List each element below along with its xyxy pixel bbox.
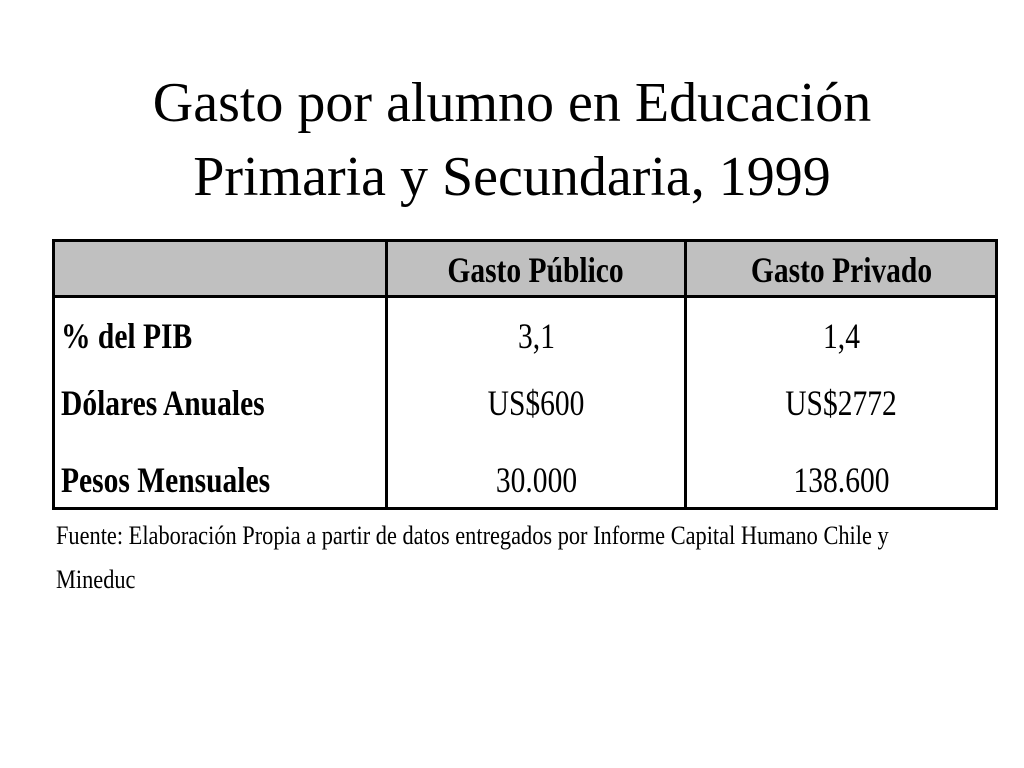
- header-gasto-publico: Gasto Público: [447, 250, 625, 290]
- source-note-line-2: Mineduc: [56, 565, 136, 594]
- cell-pib-privado: 1,4: [822, 316, 860, 356]
- slide-title-line-2: Primaria y Secundaria, 1999: [193, 146, 831, 208]
- source-note: [56, 514, 1006, 602]
- row-label-pib: % del PIB: [61, 316, 193, 356]
- source-note-line-1: Fuente: Elaboración Propia a partir de datos entregados por Informe Capital Humano Chile y: [56, 521, 889, 550]
- slide-title-line-1: Gasto por alumno en Educación: [152, 72, 872, 134]
- slide-title: [0, 66, 1024, 214]
- expenditure-table: [52, 239, 998, 510]
- cell-pib-publico: 3,1: [517, 316, 555, 356]
- cell-pesos-publico: 30.000: [495, 460, 577, 500]
- cell-dolares-privado: US$2772: [785, 383, 897, 423]
- cell-dolares-publico: US$600: [487, 383, 585, 423]
- header-gasto-privado: Gasto Privado: [750, 250, 932, 290]
- row-label-dolares: Dólares Anuales: [61, 383, 265, 423]
- cell-pesos-privado: 138.600: [793, 460, 889, 500]
- row-label-pesos: Pesos Mensuales: [61, 460, 271, 500]
